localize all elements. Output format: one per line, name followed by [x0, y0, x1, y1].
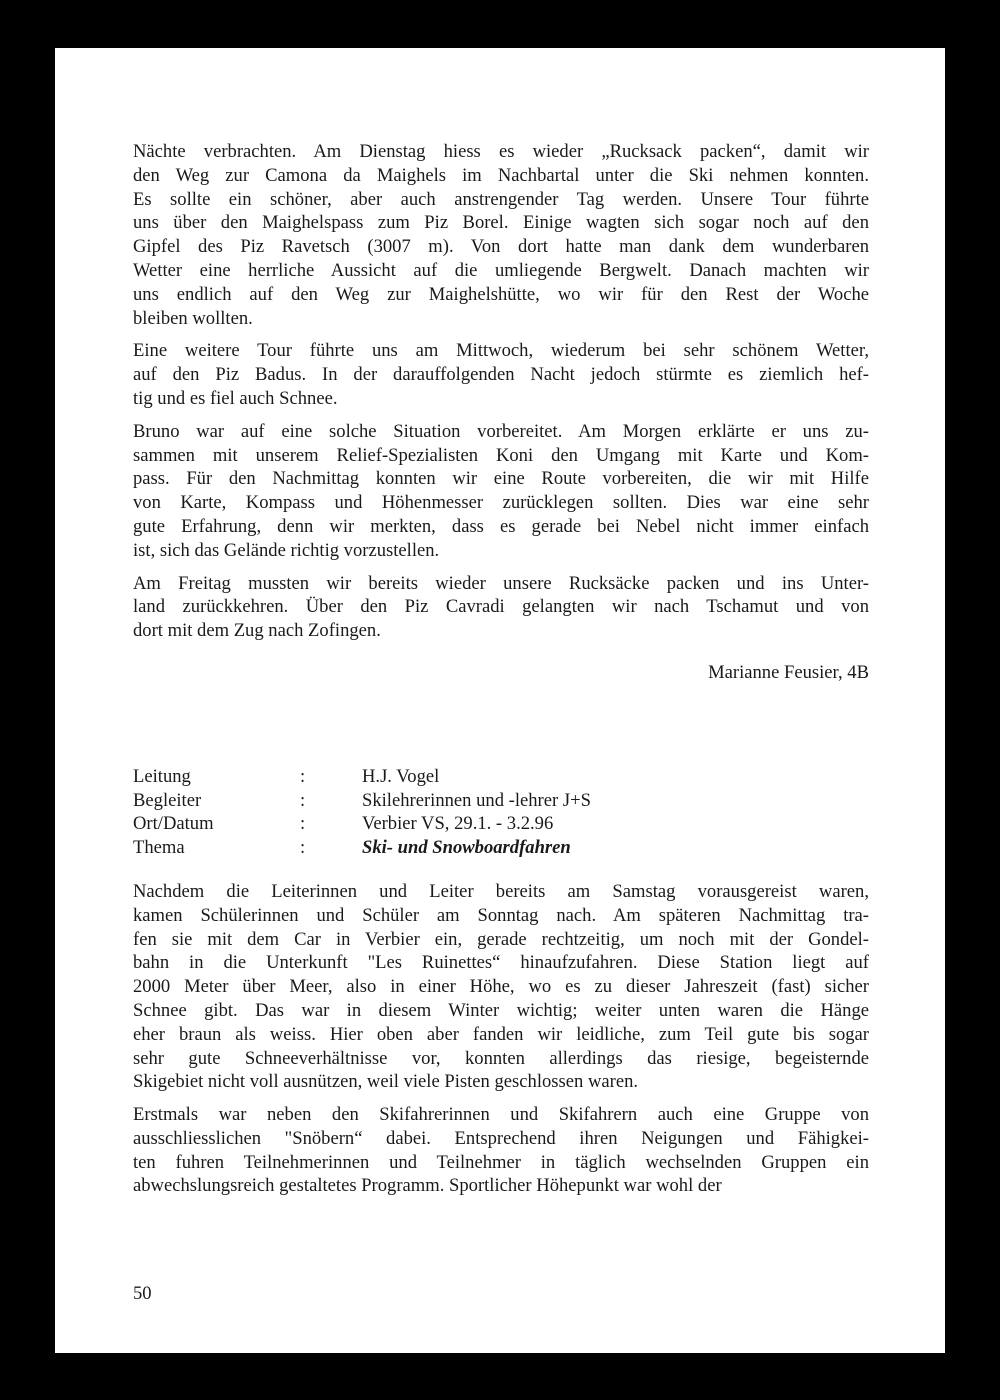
text-line: gute Erfahrung, denn wir merkten, dass es gerade bei Nebel nicht immer einfach: [133, 515, 869, 537]
report-text-bottom: [133, 880, 869, 1198]
info-row: [133, 812, 591, 836]
info-value: Verbier VS, 29.1. - 3.2.96: [362, 813, 554, 835]
text-line: land zurückkehren. Über den Piz Cavradi gelangten wir nach Tschamut und von: [133, 596, 869, 618]
paragraph: [133, 420, 869, 563]
text-line: eher braun als weiss. Hier oben aber fanden wir leidliche, zum Teil gute bis sogar: [133, 1023, 869, 1045]
info-row: [133, 836, 591, 860]
text-line: sehr gute Schneeverhältnisse vor, konnten allerdings das riesige, begeisternde: [133, 1047, 869, 1069]
text-line: dort mit dem Zug nach Zofingen.: [133, 620, 381, 642]
text-line: ausschliesslichen "Snöbern“ dabei. Entsprechend ihren Neigungen und Fähigkei-: [133, 1127, 869, 1149]
text-line: tig und es fiel auch Schnee.: [133, 387, 338, 409]
document-page: [55, 48, 945, 1353]
info-label: Ort/Datum: [133, 813, 214, 835]
paragraph: [133, 880, 869, 1094]
paragraph: [133, 1103, 869, 1198]
text-line: Bruno war auf eine solche Situation vorbereitet. Am Morgen erklärte er uns zu-: [133, 420, 869, 442]
author-signature: Marianne Feusier, 4B: [708, 661, 869, 683]
text-line: Erstmals war neben den Skifahrerinnen und Skifahrern auch eine Gruppe von: [133, 1104, 869, 1126]
info-label: Begleiter: [133, 789, 202, 811]
page-content: [133, 140, 869, 1207]
text-line: von Karte, Kompass und Höhenmesser zurücklegen sollten. Dies war eine sehr: [133, 492, 869, 514]
text-line: ten fuhren Teilnehmerinnen und Teilnehmer in täglich wechselnden Gruppen ein: [133, 1151, 869, 1173]
info-separator: :: [300, 789, 306, 811]
text-line: sammen mit unserem Relief-Spezialisten Koni den Umgang mit Karte und Kom-: [133, 444, 869, 466]
text-line: abwechslungsreich gestaltetes Programm. Sportlicher Höhepunkt war wohl der: [133, 1175, 722, 1197]
text-line: Skigebiet nicht voll ausnützen, weil viele Pisten geschlossen waren.: [133, 1071, 639, 1093]
info-label: Leitung: [133, 765, 191, 787]
text-line: Es sollte ein schöner, aber auch anstrengender Tag werden. Unsere Tour führte: [133, 188, 869, 210]
text-line: Wetter eine herrliche Aussicht auf die umliegende Bergwelt. Danach machten wir: [133, 259, 869, 281]
text-line: Am Freitag mussten wir bereits wieder unsere Rucksäcke packen und ins Unter-: [133, 572, 869, 594]
report-text-top: [133, 140, 869, 643]
text-line: uns endlich auf den Weg zur Maighelshütte, wo wir für den Rest der Woche: [133, 283, 869, 305]
text-line: Schnee gibt. Das war in diesem Winter wichtig; weiter unten waren die Hänge: [133, 999, 869, 1021]
text-line: auf den Piz Badus. In der darauffolgenden Nacht jedoch stürmte es ziemlich hef-: [133, 364, 869, 386]
text-line: pass. Für den Nachmittag konnten wir eine Route vorbereiten, die wir mit Hilfe: [133, 468, 869, 490]
info-value-emphasis: Ski- und Snowboardfahren: [362, 837, 571, 859]
text-line: bahn in die Unterkunft "Les Ruinettes“ hinaufzufahren. Diese Station liegt auf: [133, 952, 869, 974]
info-value: [362, 836, 591, 860]
camp-info-table: [133, 765, 591, 860]
text-line: Nachdem die Leiterinnen und Leiter bereits am Samstag vorausgereist waren,: [133, 880, 869, 902]
page-number: 50: [133, 1283, 152, 1304]
info-value: H.J. Vogel: [362, 765, 440, 787]
info-separator: :: [300, 837, 306, 859]
info-separator: :: [300, 813, 306, 835]
text-line: kamen Schülerinnen und Schüler am Sonntag nach. Am späteren Nachmittag tra-: [133, 904, 869, 926]
text-line: Nächte verbrachten. Am Dienstag hiess es wieder „Rucksack packen“, damit wir: [133, 141, 869, 162]
info-row: [133, 789, 591, 813]
text-line: Gipfel des Piz Ravetsch (3007 m). Von dort hatte man dank dem wunderbaren: [133, 236, 869, 258]
text-line: uns über den Maighelspass zum Piz Borel. Einige wagten sich sogar noch auf den: [133, 212, 869, 234]
text-line: 2000 Meter über Meer, also in einer Höhe, wo es zu dieser Jahreszeit (fast) sicher: [133, 976, 869, 998]
text-line: fen sie mit dem Car in Verbier ein, gerade rechtzeitig, um noch mit der Gondel-: [133, 928, 869, 950]
text-line: Eine weitere Tour führte uns am Mittwoch, wiederum bei sehr schönem Wetter,: [133, 340, 869, 362]
info-row: [133, 765, 591, 789]
text-line: den Weg zur Camona da Maighels im Nachbartal unter die Ski nehmen konnten.: [133, 164, 869, 186]
info-value: Skilehrerinnen und -lehrer J+S: [362, 789, 591, 811]
paragraph: [133, 572, 869, 643]
text-line: bleiben wollten.: [133, 307, 253, 329]
paragraph: [133, 339, 869, 410]
text-line: ist, sich das Gelände richtig vorzustellen.: [133, 539, 440, 561]
paragraph: [133, 140, 869, 330]
info-label: Thema: [133, 837, 185, 859]
info-separator: :: [300, 765, 306, 787]
